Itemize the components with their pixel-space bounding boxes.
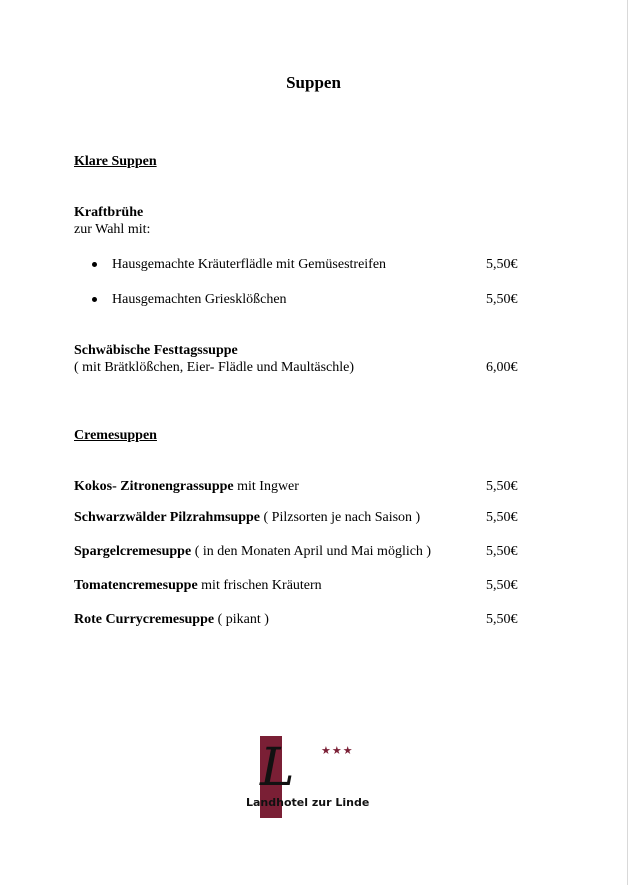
dish-desc-festtagssuppe: ( mit Brätklößchen, Eier- Flädle und Maultäschle) <box>74 360 355 375</box>
option-price-kraeuterflaedle: 5,50€ <box>486 257 518 272</box>
bullet-icon <box>92 262 97 267</box>
option-price-griesklosschen: 5,50€ <box>486 292 518 307</box>
logo-letter: L <box>260 738 295 798</box>
page-title: Suppen <box>286 73 341 92</box>
menu-item <box>74 577 322 594</box>
star-rating-icon: ★★★ <box>321 745 354 757</box>
dish-desc: ( in den Monaten April und Mai möglich ) <box>191 544 432 559</box>
dish-name: Schwarzwälder Pilzrahmsuppe <box>74 510 261 525</box>
dish-desc: ( pikant ) <box>214 612 269 627</box>
menu-item <box>74 478 299 495</box>
dish-desc: ( Pilzsorten je nach Saison ) <box>260 510 421 525</box>
dish-price: 5,50€ <box>486 479 518 494</box>
option-label-griesklosschen: Hausgemachten Griesklößchen <box>112 292 287 307</box>
dish-price: 5,50€ <box>486 544 518 559</box>
section-heading-klare-suppen: Klare Suppen <box>74 154 157 169</box>
dish-name-festtagssuppe: Schwäbische Festtagssuppe <box>74 343 238 358</box>
bullet-icon <box>92 297 97 302</box>
dish-price: 5,50€ <box>486 578 518 593</box>
hotel-logo <box>244 736 384 820</box>
dish-name: Tomatencremesuppe <box>74 578 198 593</box>
menu-item <box>74 611 269 628</box>
menu-item <box>74 543 431 560</box>
dish-desc: mit frischen Kräutern <box>197 578 322 593</box>
option-label-kraeuterflaedle: Hausgemachte Kräuterflädle mit Gemüsestreifen <box>112 257 387 272</box>
menu-item <box>74 509 420 526</box>
logo-text: Landhotel zur Linde <box>246 796 370 809</box>
dish-name: Rote Currycremesuppe <box>74 612 215 627</box>
dish-price: 5,50€ <box>486 612 518 627</box>
dish-price-festtagssuppe: 6,00€ <box>486 360 518 375</box>
dish-name: Kokos- Zitronengrassuppe <box>74 479 234 494</box>
dish-desc: mit Ingwer <box>233 479 299 494</box>
section-heading-cremesuppen: Cremesuppen <box>74 428 157 443</box>
dish-price: 5,50€ <box>486 510 518 525</box>
dish-name: Spargelcremesuppe <box>74 544 192 559</box>
dish-subtitle-kraftbruehe: zur Wahl mit: <box>74 222 151 237</box>
dish-name-kraftbruehe: Kraftbrühe <box>74 205 144 220</box>
